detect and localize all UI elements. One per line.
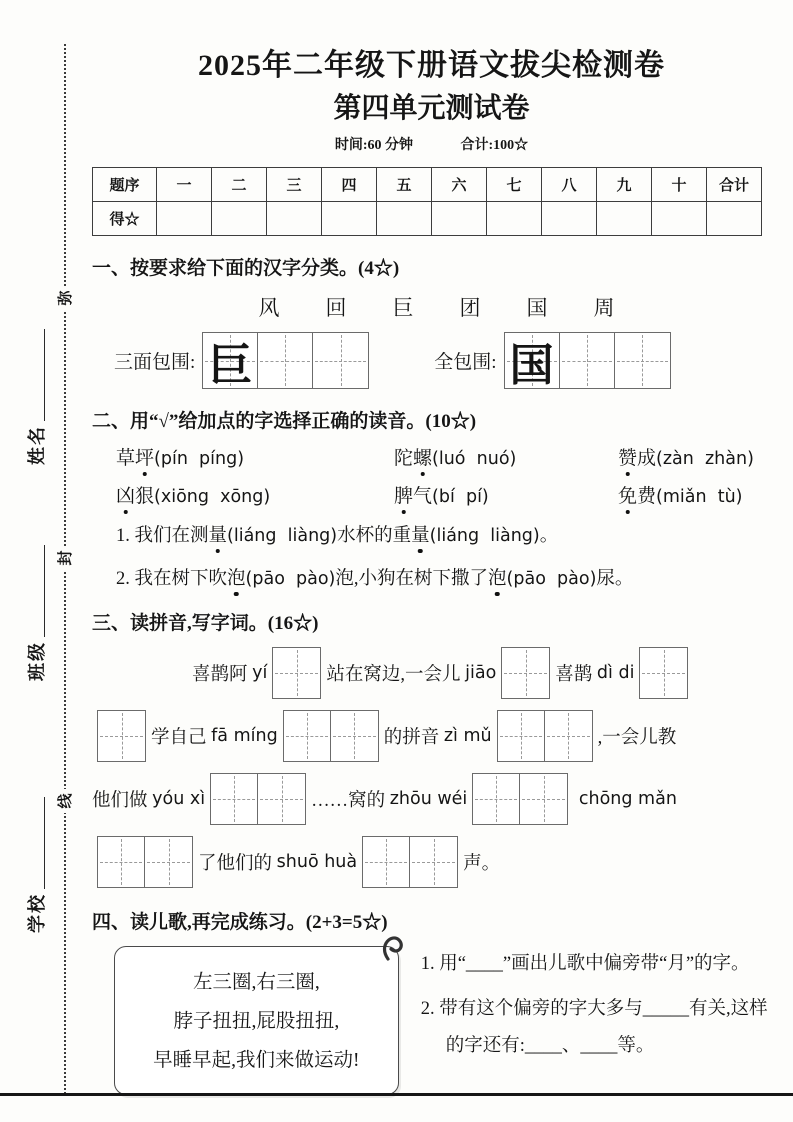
dotted-char: 泡 (488, 569, 507, 589)
body-text: 喜鹊阿 (192, 664, 253, 685)
write-in-cell (505, 333, 560, 388)
score-column-header: 四 (322, 168, 377, 202)
write-in-cell (211, 774, 258, 824)
write-in-cell (560, 333, 615, 388)
classify-character: 巨 (392, 296, 414, 320)
section-4-heading: 四、读儿歌,再完成练习。(2+3=5☆) (92, 912, 388, 933)
score-cell-empty (377, 202, 432, 236)
write-in-box (202, 332, 369, 389)
seal-char-1: 弥 (52, 286, 76, 310)
section-2-heading: 二、用“√”给加点的字选择正确的读音。(10☆) (92, 411, 477, 432)
score-column-header: 三 (267, 168, 322, 202)
question-item: 2. 带有这个偏旁的字大多与_____有关,这样的字还有:____、____等。 (420, 999, 768, 1056)
write-in-box (639, 647, 688, 699)
poem-line: 早睡早起,我们来做运动! (153, 1050, 360, 1071)
score-cell-empty (652, 202, 707, 236)
dotted-char: 量 (208, 526, 228, 546)
group-label: 三面包围: (114, 352, 196, 373)
score-cell-empty (487, 202, 542, 236)
sentence-1 (116, 521, 771, 551)
pinyin-text: (pāo pào) (506, 569, 597, 589)
word-char: 陀 (394, 448, 414, 469)
score-cell-empty (707, 202, 762, 236)
class-field (23, 523, 49, 703)
dotted-char: 脾 (394, 486, 414, 507)
body-text: 他们做 (92, 790, 153, 811)
handwritten-answer: 巨 (208, 340, 253, 390)
word-char: 成 (637, 448, 657, 469)
question-item: 1. 用“____”画出儿歌中偏旁带“月”的字。 (420, 954, 750, 974)
body-text: 学自己 (151, 727, 212, 748)
classify-character: 回 (325, 296, 347, 320)
pronunciation-words (116, 443, 771, 508)
write-in-cell (520, 774, 567, 824)
group-label: 全包围: (434, 352, 497, 373)
poem-line: 左三圈,右三圈, (192, 972, 320, 993)
body-text: 的拼音 (383, 727, 444, 748)
body-text: 了他们的 (198, 853, 277, 874)
dotted-char: 螺 (413, 448, 433, 469)
pronunciation-word (394, 481, 618, 508)
ring-icon (380, 931, 410, 963)
write-in-box (272, 647, 321, 699)
score-cell-empty (432, 202, 487, 236)
pinyin-options: (miǎn tù) (656, 487, 743, 507)
score-cell-empty (542, 202, 597, 236)
pinyin-writing-lines (92, 641, 771, 893)
exam-content (92, 0, 771, 1095)
name-field-blank (27, 329, 45, 421)
word-char: 费 (637, 486, 657, 507)
school-field (23, 775, 49, 955)
pinyin-text: jiāo (465, 662, 497, 683)
score-column-header: 九 (597, 168, 652, 202)
write-in-box (283, 710, 379, 762)
pinyin-line (92, 830, 771, 893)
body-text: 站在窝边,一会儿 (326, 664, 466, 685)
score-column-header: 十 (652, 168, 707, 202)
body-text: 1. 我们在测 (116, 526, 209, 546)
group-full-enclose (434, 332, 675, 389)
pinyin-options: (bí pí) (432, 487, 489, 507)
score-cell-empty (322, 202, 377, 236)
score-cell-empty (597, 202, 652, 236)
school-field-label: 学校 (27, 893, 47, 933)
dotted-char: 量 (411, 526, 430, 546)
score-cell-empty (157, 202, 212, 236)
handwritten-answer: 国 (509, 340, 554, 390)
write-in-cell (145, 837, 192, 887)
question-list (421, 946, 771, 1095)
write-in-cell (98, 711, 145, 761)
body-text: 水杯的重 (337, 526, 412, 546)
pinyin-text: yóu xì (152, 788, 206, 809)
exam-title: 2025年二年级下册语文拔尖检测卷 (198, 49, 665, 82)
write-in-cell (284, 711, 331, 761)
write-in-cell (273, 648, 320, 698)
pinyin-options: (luó nuó) (432, 449, 517, 469)
word-char: 草 (116, 448, 136, 469)
section-1-heading: 一、按要求给下面的汉字分类。(4☆) (92, 258, 400, 279)
score-column-header: 二 (212, 168, 267, 202)
body-text: 泡,小狗在树下撒了 (335, 569, 489, 589)
write-in-box (497, 710, 593, 762)
time-limit: 时间:60 分钟 (334, 138, 413, 153)
write-in-cell (545, 711, 592, 761)
pronunciation-word (116, 481, 394, 508)
total-score: 合计:100☆ (460, 138, 529, 153)
pinyin-text: zì mǔ (443, 725, 492, 746)
score-header-row (93, 168, 762, 202)
body-text: 。 (539, 526, 559, 546)
pinyin-text: dì di (596, 662, 635, 683)
footer-rule (0, 1093, 793, 1096)
pinyin-text: chōng mǎn (573, 788, 677, 809)
class-field-label: 班级 (27, 641, 47, 681)
write-in-box (97, 710, 146, 762)
write-in-cell (473, 774, 520, 824)
class-field-blank (27, 545, 45, 637)
pronunciation-word (618, 481, 771, 508)
name-field (23, 307, 49, 487)
classify-character: 团 (459, 296, 481, 320)
write-in-cell (363, 837, 410, 887)
name-field-label: 姓名 (27, 425, 47, 465)
dotted-char: 凶 (116, 486, 136, 507)
pinyin-text: (liáng liàng) (227, 526, 338, 546)
body-text: 声。 (463, 853, 501, 874)
pinyin-options: (pín píng) (154, 449, 245, 469)
write-in-box (97, 836, 193, 888)
pronunciation-word (618, 443, 771, 470)
write-in-cell (313, 333, 368, 388)
word-char: 狠 (135, 486, 155, 507)
body-text: 喜鹊 (555, 664, 597, 685)
pronunciation-word (394, 443, 618, 470)
pinyin-text: yí (252, 662, 268, 683)
dotted-char: 泡 (227, 569, 246, 589)
classify-character: 周 (593, 296, 615, 320)
classify-character: 国 (526, 296, 548, 320)
score-table (92, 167, 762, 236)
pinyin-options: (xiōng xōng) (154, 487, 271, 507)
poem-line: 脖子扭扭,屁股扭扭, (173, 1011, 340, 1032)
group-three-side (114, 332, 374, 389)
write-in-cell (258, 774, 305, 824)
pinyin-text: (pāo pào) (245, 569, 336, 589)
section-3-heading: 三、读拼音,写字词。(16☆) (92, 613, 319, 634)
body-text: ,一会儿教 (597, 727, 677, 748)
score-column-header: 八 (542, 168, 597, 202)
seal-char-2: 封 (52, 546, 76, 570)
pinyin-line (192, 641, 771, 704)
write-in-cell (331, 711, 378, 761)
dotted-char: 赞 (618, 448, 638, 469)
body-text: 2. 我在树下吹 (116, 569, 228, 589)
nursery-rhyme-box (114, 946, 399, 1095)
score-header-label: 题序 (93, 168, 157, 202)
write-in-cell (410, 837, 457, 887)
pinyin-text: shuō huà (276, 851, 358, 872)
write-in-cell (98, 837, 145, 887)
score-column-header: 一 (157, 168, 212, 202)
score-value-row (93, 202, 762, 236)
classify-characters (102, 292, 771, 322)
dotted-char: 坪 (135, 448, 155, 469)
write-in-box (501, 647, 550, 699)
school-field-blank (27, 797, 45, 889)
pinyin-options: (zàn zhàn) (656, 449, 754, 469)
score-column-header: 六 (432, 168, 487, 202)
exam-subtitle: 第四单元测试卷 (333, 93, 530, 124)
score-column-header: 合计 (707, 168, 762, 202)
score-cell-empty (267, 202, 322, 236)
pinyin-text: zhōu wéi (389, 788, 468, 809)
write-in-box (472, 773, 568, 825)
pinyin-text: fā míng (211, 725, 278, 746)
write-in-cell (258, 333, 313, 388)
pronunciation-word (116, 443, 394, 470)
sentence-2 (116, 564, 771, 594)
write-in-cell (498, 711, 545, 761)
exam-meta (92, 134, 771, 154)
word-char: 气 (413, 486, 433, 507)
classify-character: 风 (258, 296, 280, 320)
body-text: ……窝的 (311, 790, 390, 811)
dotted-char: 免 (618, 486, 638, 507)
write-in-cell (615, 333, 670, 388)
write-in-cell (502, 648, 549, 698)
write-in-cell (203, 333, 258, 388)
score-column-header: 五 (377, 168, 432, 202)
classify-groups (114, 332, 771, 389)
score-cell-empty (212, 202, 267, 236)
pinyin-text: (liáng liàng) (429, 526, 540, 546)
pinyin-line (92, 767, 771, 830)
write-in-box (504, 332, 671, 389)
score-column-header: 七 (487, 168, 542, 202)
score-row-label: 得☆ (93, 202, 157, 236)
write-in-box (362, 836, 458, 888)
write-in-box (210, 773, 306, 825)
body-text: 尿。 (596, 569, 634, 589)
write-in-cell (640, 648, 687, 698)
section-4-body (92, 946, 771, 1095)
pinyin-line (92, 704, 771, 767)
seal-char-3: 线 (52, 789, 76, 813)
